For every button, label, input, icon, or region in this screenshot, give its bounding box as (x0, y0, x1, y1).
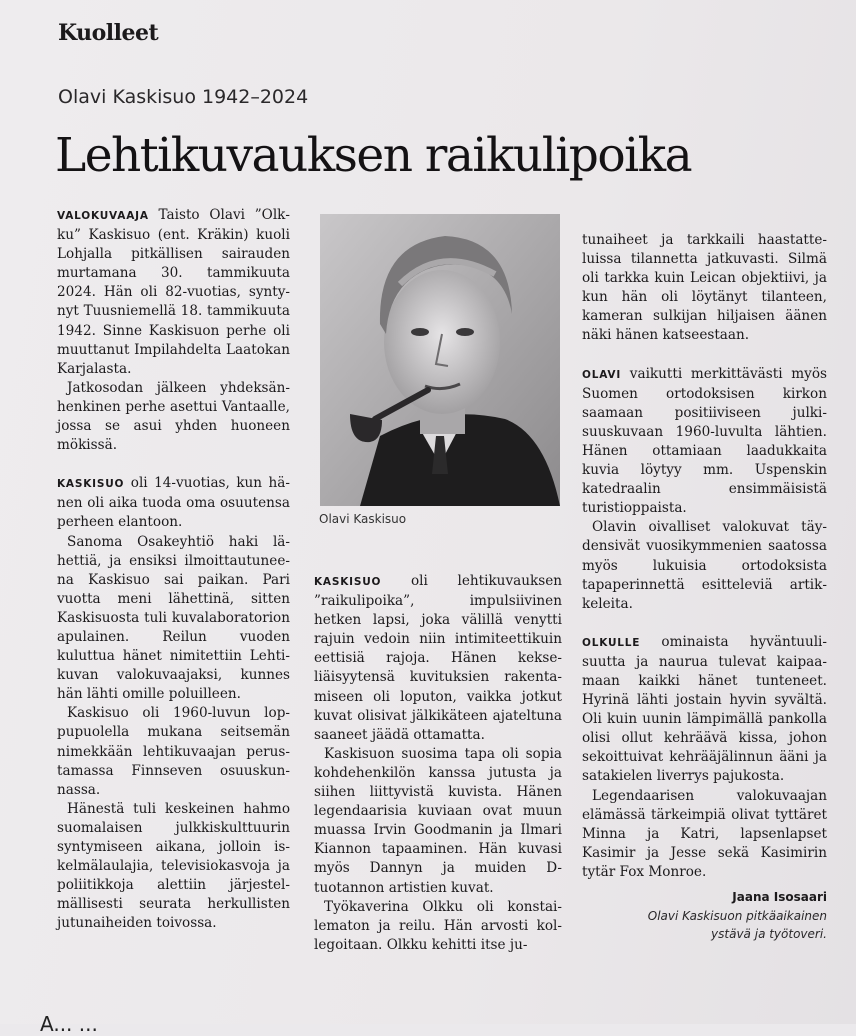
paragraph-text: Taisto Olavi ”Olkku” Kaskisuo (ent. Kräkin) kuoli Lohjalla pitkällisen sairauden murtamana 30. tammikuuta 2024. Hän oli 82-vuotias, syntynyt Tuusniemellä 18. tammikuuta 1942. Sinne Kaskisuon perhe oli muuttanut Impilahdelta Laatokan Karjalasta. (57, 207, 290, 377)
article-column-3 (582, 231, 827, 943)
paragraph-lead: OLKULLE (582, 636, 641, 649)
paragraph: tunaiheet ja tarkkaili haastatteluissa tilannetta jatkuvasti. Silmä oli tarkka kuin Leican objektiivi, ja kun hän oli löytänyt tilanteen, kameran sulkijan hiljaisen äänen näki hänen katseestaan. (582, 232, 827, 344)
article-column-2 (314, 572, 562, 955)
paragraph: Olavin oivalliset valokuvat täydensivät vuosikymmenien saatossa myös lukuisia ortodoksista tapaperinnettä esitteleviä artikkeleita. (582, 519, 827, 612)
next-article-cut-text: A... ... (40, 1012, 98, 1036)
paragraph (57, 206, 290, 379)
portrait-photo (320, 214, 560, 506)
paragraph-text: vaikutti merkittävästi myös Suomen ortodoksisen kirkon saamaan positiiviseen julkisuuskuvaan 1960-luvulta lähtien. Hänen ottamiaan laadukkaita kuvia löytyy mm. Uspenskin katedraalin ensimmäisistä turistioppaista. (582, 365, 827, 517)
article-column-1 (57, 206, 290, 933)
paragraph: Kaskisuon suosima tapa oli sopia kohdehenkilön kanssa jutusta ja siihen liittyvistä kuvista. Hänen legendaarisia kuviaan ovat muun muassa Irvin Goodmanin ja Ilmari Kiannon tapaaminen. Hän kuvasi myös Dannyn ja muiden D-tuotannon artistien kuvat. (314, 745, 562, 896)
paragraph-lead: OLAVI (582, 368, 622, 381)
paragraph (314, 572, 562, 745)
author-role-line-1: Olavi Kaskisuon pitkäaikainen (647, 909, 827, 924)
paragraph-lead: KASKISUO (57, 478, 125, 491)
paragraph: Työkaverina Olkku oli konstailematon ja reilu. Hän arvosti kollegoitaan. Olkku kehitti itse ju- (314, 898, 562, 953)
article-kicker: Olavi Kaskisuo 1942–2024 (58, 86, 309, 108)
section-label: Kuolleet (58, 20, 159, 46)
paragraph (582, 633, 827, 787)
paragraph-text: oli 14-vuotias, kun hänen oli aika tuoda oma osuutensa perheen elantoon. (57, 475, 290, 531)
paragraph: Sanoma Osakeyhtiö haki lähettiä, ja ensiksi ilmoittautuneena Kaskisuo sai paikan. Pari vuotta meni lähettinä, sitten Kaskisuosta tuli kuvalaboratorion apulainen. Reilun vuoden kuluttua hänet nimitettiin Lehtikuvan valokuvaajaksi, kunnes hän lähti omille poluilleen. (57, 533, 290, 703)
paragraph-lead: VALOKUVAAJA (57, 210, 149, 222)
photo-caption: Olavi Kaskisuo (319, 512, 407, 526)
paragraph: Kaskisuo oli 1960-luvun loppupuolella mukana seitsemän nimekkään lehtikuvaajan perustamassa Finnseven osuuskunnassa. (57, 705, 290, 798)
author-name: Jaana Isosaari (732, 890, 827, 904)
paragraph: Legendaarisen valokuvaajan elämässä tärkeimpiä olivat tyttäret Minna ja Katri, lapsenlapset Kasimir ja Jesse sekä Kasimirin tytär Fox Monroe. (582, 787, 827, 880)
portrait-photo-icon (320, 214, 560, 506)
author-role-line-2: ystävä ja työtoveri. (711, 927, 827, 942)
paragraph (582, 365, 827, 519)
paragraph (57, 474, 290, 532)
article-headline: Lehtikuvauksen raikulipoika (55, 128, 692, 183)
paragraph-text: ominaista hyväntuulisuutta ja naurua tulevat kaipaamaan kaikki hänet tunteneet. Hyrinä lähti jostain hyvin syvältä. Oli kuin uunin lämpimällä pankolla olisi ollut kehräävä kissa, johon sekoittuivat kehrääjälinnun ääni ja satakielen liverrys pajukosta. (582, 633, 827, 785)
paragraph: Jatkosodan jälkeen yhdeksänhenkinen perhe asettui Vantaalle, jossa se asui yhden huoneen mökissä. (57, 379, 290, 454)
paragraph-text: oli lehtikuvauksen ”raikulipoika”, impulsiivinen hetken lapsi, joka välillä venytti rajuin vedoin niin intimiteettikuin eettisiä rajoja. Hänen kekseliäisyytensä kuvituksien rakentamiseen oli loputon, vaikka jotkut kuvat olisivat jälkikäteen ajateltuna saaneet jäädä ottamatta. (314, 573, 562, 743)
paragraph-lead: KASKISUO (314, 576, 382, 588)
paragraph: Hänestä tuli keskeinen hahmo suomalaisen julkkiskulttuurin syntymiseen aikana, jolloin iskelmälaulajia, televisiokasvoja ja poliitikkoja alettiin järjestelmällisesti seurata herkullisten jutunaiheiden toivossa. (57, 800, 290, 932)
